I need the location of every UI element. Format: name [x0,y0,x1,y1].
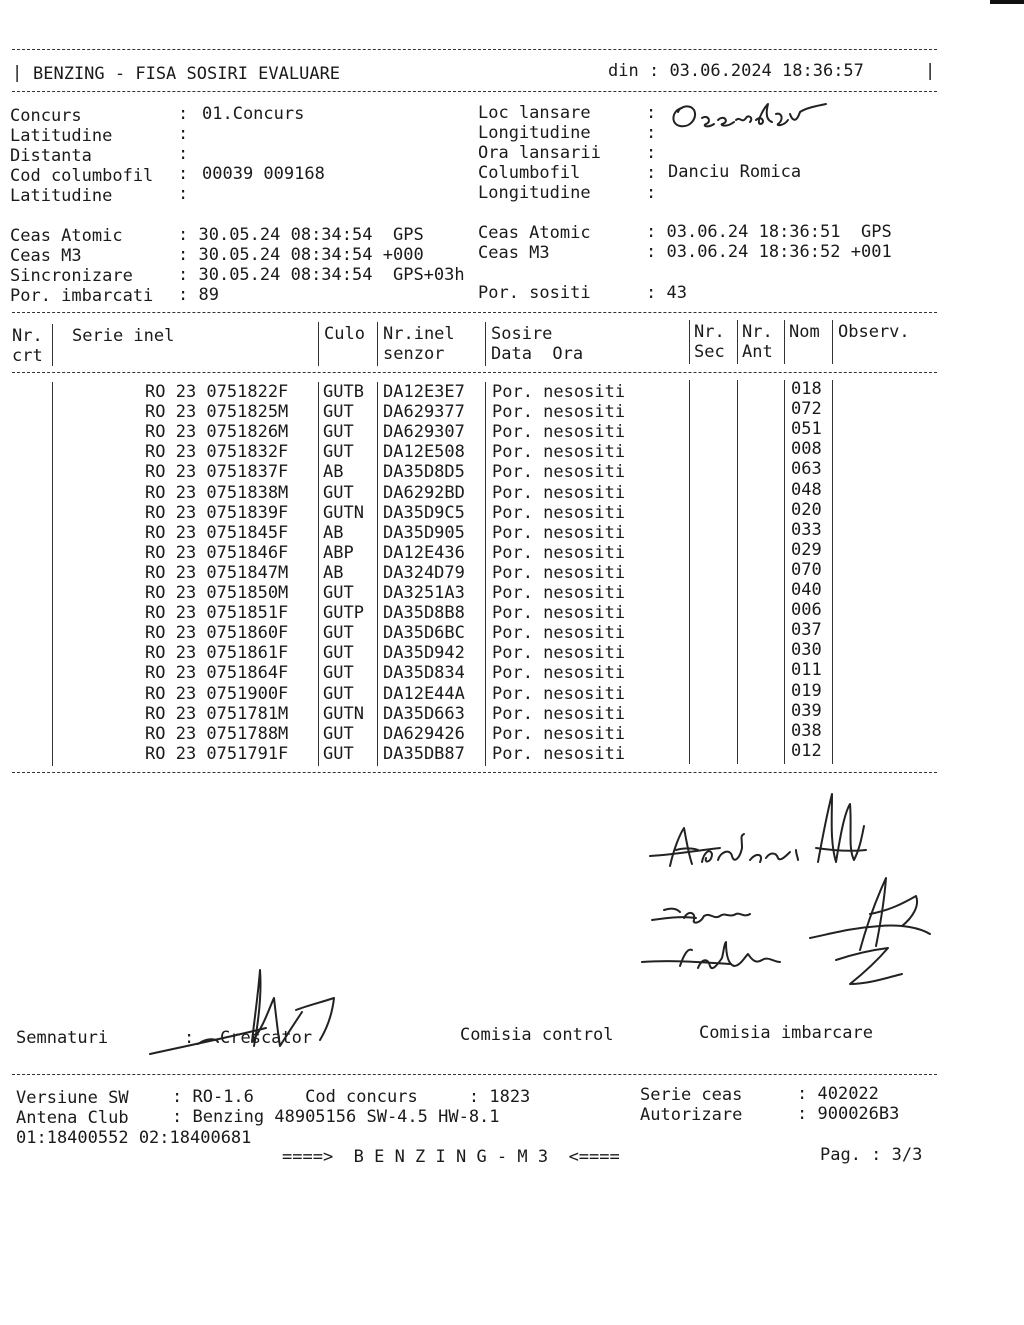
table-cell-color-code: GUT [323,723,354,744]
table-cell-arrival-status: Por. nesositi [492,723,626,744]
cod-columbofil-value: 00039 009168 [202,164,325,184]
columbofil-value: Danciu Romica [668,162,802,182]
table-cell-ring-series: RO 23 0751788M [145,723,289,744]
table-cell-color-code: GUTP [323,603,364,624]
table-cell-color-code: GUT [323,482,354,503]
info-left-labels: Concurs Latitudine Distanta Cod columbofil Latitudine [10,106,154,206]
table-cell-sensor-ring: DA35D9C5 [383,502,465,523]
table-cell-sensor-ring: DA35D8D5 [383,462,465,483]
table-cell-ring-series: RO 23 0751900F [145,683,289,704]
table-cell-nom-number: 033 [791,519,822,540]
table-cell-ring-series: RO 23 0751864F [145,663,289,684]
table-cell-ring-series: RO 23 0751832F [145,442,289,463]
th-nr-sec: Nr. Sec [694,322,725,362]
table-cell-arrival-status: Por. nesositi [492,683,626,704]
th-sep [689,320,690,364]
table-cell-sensor-ring: DA35D663 [383,703,465,724]
table-cell-sensor-ring: DA35D6BC [383,623,465,644]
signatures-label: Semnaturi [16,1028,109,1048]
divider [12,49,937,50]
table-cell-arrival-status: Por. nesositi [492,583,626,603]
table-cell-nom-number: 006 [791,600,822,621]
table-cell-arrival-status: Por. nesositi [492,402,626,423]
table-cell-sensor-ring: DA35D905 [383,522,465,543]
header-left-bar: | [12,63,23,83]
table-cell-arrival-status: Por. nesositi [492,442,626,463]
footer-line3: 01:18400552 02:18400681 [16,1128,252,1148]
table-cell-arrival-status: Por. nesositi [492,562,626,583]
crescator-label: Crescator [220,1028,313,1048]
th-nr-inel: Nr.inel senzor [383,324,455,364]
tb-sep [377,382,378,766]
table-cell-sensor-ring: DA12E436 [383,542,465,563]
table-cell-color-code: GUT [323,402,354,423]
table-cell-arrival-status: Por. nesositi [492,382,626,402]
tb-sep [832,380,833,764]
table-cell-arrival-status: Por. nesositi [492,643,626,664]
table-cell-nom-number: 008 [791,439,822,460]
table-cell-arrival-status: Por. nesositi [492,542,626,563]
table-cell-sensor-ring: DA6292BD [383,482,465,503]
clocks-right-labels: Ceas Atomic Ceas M3 [478,223,591,263]
table-cell-nom-number: 011 [791,660,822,681]
table-cell-ring-series: RO 23 0751839F [145,502,289,523]
table-cell-ring-series: RO 23 0751825M [145,402,289,423]
table-cell-nom-number: 040 [791,580,822,600]
table-cell-sensor-ring: DA629307 [383,422,465,443]
table-cell-ring-series: RO 23 0751791F [145,743,289,764]
table-cell-sensor-ring: DA12E508 [383,442,465,463]
table-cell-color-code: GUT [323,422,354,443]
page-number: Pag. : 3/3 [820,1145,923,1165]
comisia-imbarcare-label: Comisia imbarcare [699,1023,873,1043]
divider [12,91,937,92]
table-cell-nom-number: 038 [791,720,822,741]
table-cell-ring-series: RO 23 0751850M [145,583,289,603]
th-sep [52,324,53,366]
table-cell-color-code: GUT [323,442,354,463]
date-value: 03.06.2024 18:36:57 [669,61,864,81]
table-cell-arrival-status: Por. nesositi [492,663,626,684]
table-cell-color-code: GUTN [323,703,364,724]
table-cell-arrival-status: Por. nesositi [492,743,626,764]
tb-sep [485,382,486,766]
divider [12,1074,937,1075]
th-nr: Nr. crt [12,326,43,366]
date-label: din [608,61,639,81]
table-cell-nom-number: 070 [791,559,822,580]
table-cell-nom-number: 037 [791,620,822,641]
th-serie-inel: Serie inel [72,326,175,346]
table-cell-ring-series: RO 23 0751845F [145,522,289,543]
table-cell-ring-series: RO 23 0751851F [145,603,289,624]
table-cell-nom-number: 048 [791,479,822,500]
info-right-labels: Loc lansare Longitudine Ora lansarii Columbofil Longitudine [478,103,601,203]
tb-sep [318,382,319,766]
th-nom: Nom [789,322,820,342]
por-sositi-value: : 43 [646,283,687,303]
table-cell-nom-number: 039 [791,700,822,721]
signatures-colon: : [184,1028,195,1048]
concurs-value: 01.Concurs [202,104,305,124]
table-cell-sensor-ring: DA3251A3 [383,583,465,603]
table-cell-ring-series: RO 23 0751861F [145,643,289,664]
table-cell-sensor-ring: DA324D79 [383,562,465,583]
table-cell-sensor-ring: DA35DB87 [383,743,465,764]
header-right-bar: | [925,61,936,81]
report-title: BENZING - FISA SOSIRI EVALUARE [33,64,341,84]
table-cell-color-code: GUTN [323,502,364,523]
table-cell-arrival-status: Por. nesositi [492,422,626,443]
report-date: din : 03.06.2024 18:36:57 [608,61,864,81]
table-cell-nom-number: 012 [791,740,822,761]
table-cell-sensor-ring: DA12E3E7 [383,382,465,402]
table-cell-color-code: AB [323,562,344,583]
info-left-colons: : : : : : [178,104,189,204]
table-cell-color-code: AB [323,462,344,483]
table-cell-color-code: ABP [323,542,354,563]
table-cell-ring-series: RO 23 0751822F [145,382,289,402]
table-cell-arrival-status: Por. nesositi [492,603,626,624]
table-cell-ring-series: RO 23 0751826M [145,422,289,443]
table-cell-arrival-status: Por. nesositi [492,623,626,644]
th-sep [737,320,738,364]
footer-values-left: : RO-1.6 Cod concurs : 1823 : Benzing 48905156 SW-4.5 HW-8.1 [172,1087,531,1127]
th-sep [832,320,833,364]
table-cell-sensor-ring: DA629426 [383,723,465,744]
table-cell-color-code: GUT [323,743,354,764]
table-cell-ring-series: RO 23 0751781M [145,703,289,724]
table-cell-color-code: GUT [323,643,354,664]
info-right-colons: : : : : : [646,103,657,203]
table-cell-arrival-status: Por. nesositi [492,703,626,724]
tb-sep [689,380,690,764]
por-sositi-label: Por. sositi [478,283,591,303]
th-sep [377,322,378,366]
th-observ: Observ. [838,322,910,342]
table-cell-ring-series: RO 23 0751847M [145,562,289,583]
tb-sep [784,380,785,764]
divider [12,772,937,773]
table-cell-arrival-status: Por. nesositi [492,502,626,523]
table-cell-color-code: GUTB [323,382,364,402]
th-sep [485,322,486,366]
table-cell-sensor-ring: DA35D942 [383,643,465,664]
th-culo: Culo [324,324,365,344]
th-sep [318,322,319,366]
commission-signatures [640,778,940,1008]
footer-labels-left: Versiune SW Antena Club [16,1088,129,1128]
table-cell-nom-number: 030 [791,640,822,661]
table-cell-color-code: AB [323,522,344,543]
divider [12,312,937,313]
table-cell-nom-number: 029 [791,539,822,560]
table-cell-ring-series: RO 23 0751860F [145,623,289,644]
footer-labels-right: Serie ceas Autorizare [640,1085,743,1125]
table-cell-ring-series: RO 23 0751838M [145,482,289,503]
table-cell-ring-series: RO 23 0751837F [145,462,289,483]
table-cell-arrival-status: Por. nesositi [492,522,626,543]
table-cell-sensor-ring: DA35D834 [383,663,465,684]
table-cell-nom-number: 018 [791,379,822,399]
table-cell-sensor-ring: DA12E44A [383,683,465,704]
tb-sep [737,380,738,764]
scan-edge-mark [990,0,1024,4]
th-sep [784,320,785,364]
comisia-control-label: Comisia control [460,1025,614,1045]
crescator-signature [146,966,346,1060]
clocks-left-labels: Ceas Atomic Ceas M3 Sincronizare Por. imbarcati [10,226,154,306]
table-cell-nom-number: 020 [791,499,822,520]
table-cell-arrival-status: Por. nesositi [492,482,626,503]
clocks-left-values: : 30.05.24 08:34:54 GPS : 30.05.24 08:34:54 +000 : 30.05.24 08:34:54 GPS+03h : 89 [178,225,465,305]
divider [12,372,937,373]
th-nr-ant: Nr. Ant [742,322,773,362]
table-cell-color-code: GUT [323,663,354,684]
footer-brand: ====> B E N Z I N G - M 3 <==== [282,1147,620,1167]
th-sosire: Sosire Data Ora [491,324,584,364]
table-cell-nom-number: 019 [791,680,822,701]
tb-sep [52,382,53,766]
table-cell-ring-series: RO 23 0751846F [145,542,289,563]
table-cell-sensor-ring: DA35D8B8 [383,603,465,624]
table-cell-nom-number: 051 [791,419,822,440]
clocks-right-values: : 03.06.24 18:36:51 GPS : 03.06.24 18:36:52 +001 [646,222,892,262]
footer-values-right: : 402022 : 900026B3 [797,1084,900,1124]
table-cell-arrival-status: Por. nesositi [492,462,626,483]
table-cell-color-code: GUT [323,623,354,644]
table-cell-nom-number: 072 [791,399,822,420]
table-cell-color-code: GUT [323,683,354,704]
table-cell-nom-number: 063 [791,459,822,480]
loc-lansare-handwriting [668,98,838,134]
table-cell-color-code: GUT [323,583,354,603]
table-cell-sensor-ring: DA629377 [383,402,465,423]
